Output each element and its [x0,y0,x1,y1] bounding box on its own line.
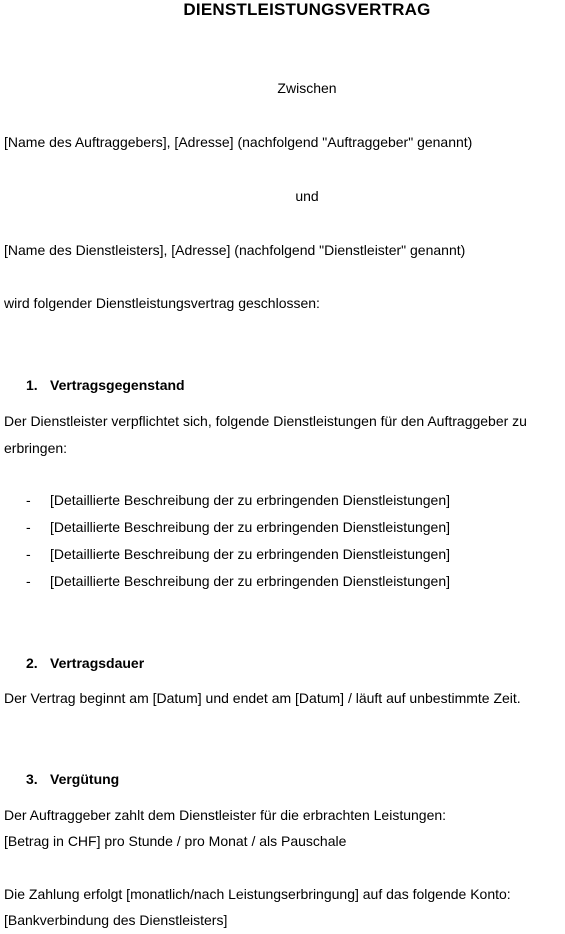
section-title: Vergütung [50,771,120,787]
document-title: DIENSTLEISTUNGSVERTRAG [183,0,431,19]
list-item-text: [Detaillierte Beschreibung der zu erbringenden Dienstleistungen] [50,573,451,589]
section-title: Vertragsgegenstand [50,377,185,393]
list-item-text: [Detaillierte Beschreibung der zu erbringenden Dienstleistungen] [50,546,451,562]
intro-text: wird folgender Dienstleistungsvertrag geschlossen: [4,295,320,311]
bullet-marker: - [26,492,31,508]
party-client: [Name des Auftraggebers], [Adresse] (nachfolgend "Auftraggeber" genannt) [4,134,473,150]
and-label: und [295,188,319,204]
section-number: 1. [26,377,38,393]
list-item [26,491,450,509]
section-1-text-line: Der Dienstleister verpflichtet sich, folgende Dienstleistungen für den Auftraggeber zu [4,413,527,429]
party-provider: [Name des Dienstleisters], [Adresse] (nachfolgend "Dienstleister" genannt) [4,242,466,258]
between-label: Zwischen [277,80,337,96]
list-item [26,545,450,563]
section-1-text-line: erbringen: [4,440,68,456]
list-item [26,572,450,590]
section-3-text-line: [Betrag in CHF] pro Stunde / pro Monat / als Pauschale [4,833,347,849]
section-3-text-line: Der Auftraggeber zahlt dem Dienstleister für die erbrachten Leistungen: [4,807,447,823]
section-3-text-line: [Bankverbindung des Dienstleisters] [4,912,228,928]
section-number: 3. [26,771,38,787]
section-2-text-line: Der Vertrag beginnt am [Datum] und endet am [Datum] / läuft auf unbestimmte Zeit. [4,690,521,706]
section-2-heading [26,654,144,672]
section-1-heading [26,376,185,394]
list-item-text: [Detaillierte Beschreibung der zu erbringenden Dienstleistungen] [50,519,451,535]
bullet-marker: - [26,573,31,589]
section-3-text-line: Die Zahlung erfolgt [monatlich/nach Leistungserbringung] auf das folgende Konto: [4,886,511,902]
bullet-marker: - [26,519,31,535]
section-number: 2. [26,655,38,671]
list-item-text: [Detaillierte Beschreibung der zu erbringenden Dienstleistungen] [50,492,451,508]
bullet-marker: - [26,546,31,562]
section-3-heading [26,770,119,788]
list-item [26,518,450,536]
section-title: Vertragsdauer [50,655,145,671]
